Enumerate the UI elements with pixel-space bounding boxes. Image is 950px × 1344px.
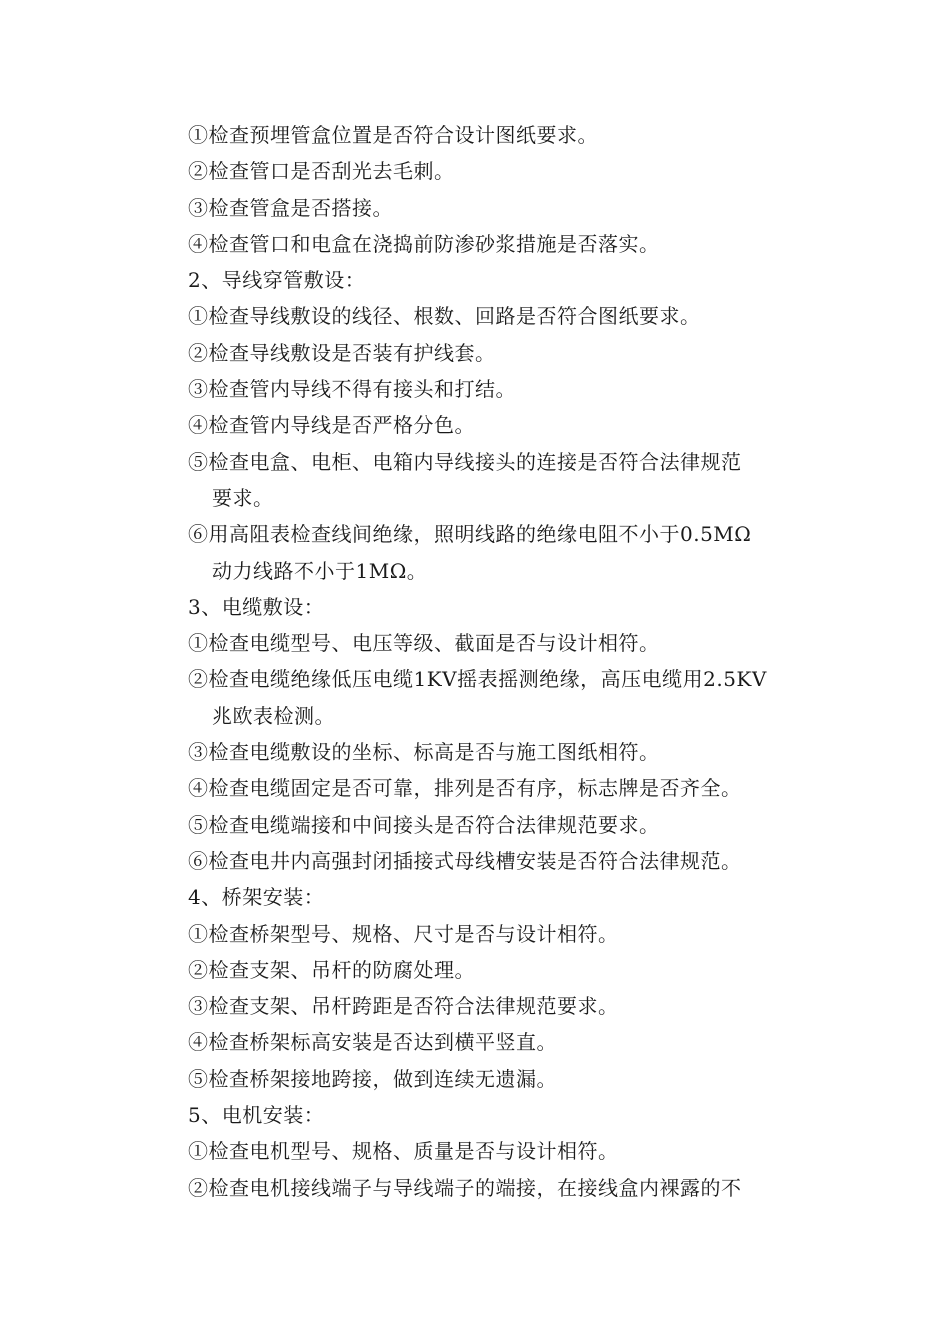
text-line: 3、电缆敷设： (188, 594, 325, 619)
text-line-continuation: 兆欧表检测。 (212, 703, 335, 728)
text-line: ⑤检查电盒、电柜、电箱内导线接头的连接是否符合法律规范 (188, 449, 742, 474)
document-body (188, 117, 828, 1206)
text-line: ①检查桥架型号、规格、尺寸是否与设计相符。 (188, 921, 619, 946)
text-line: ③检查支架、吊杆跨距是否符合法律规范要求。 (188, 994, 619, 1019)
text-line: ①检查电缆型号、电压等级、截面是否与设计相符。 (188, 631, 660, 656)
text-line: ②检查电机接线端子与导线端子的端接，在接线盒内裸露的不 (188, 1175, 742, 1200)
text-line: ④检查管口和电盒在浇捣前防渗砂浆措施是否落实。 (188, 231, 660, 256)
text-line: ③检查电缆敷设的坐标、标高是否与施工图纸相符。 (188, 740, 660, 765)
text-line: ③检查管内导线不得有接头和打结。 (188, 377, 516, 402)
text-line-continuation: 要求。 (212, 485, 274, 510)
text-line: 5、电机安装： (188, 1103, 325, 1128)
text-line: ②检查电缆绝缘低压电缆1KV摇表摇测绝缘，高压电缆用2.5KV (188, 667, 767, 692)
text-line: ⑥检查电井内高强封闭插接式母线槽安装是否符合法律规范。 (188, 848, 742, 873)
text-line: ①检查导线敷设的线径、根数、回路是否符合图纸要求。 (188, 304, 701, 329)
text-line: 4、桥架安装： (188, 885, 325, 910)
text-line: ⑥用高阻表检查线间绝缘，照明线路的绝缘电阻不小于0.5MΩ (188, 522, 752, 547)
text-line: ④检查桥架标高安装是否达到横平竖直。 (188, 1030, 557, 1055)
text-line: ④检查电缆固定是否可靠，排列是否有序，标志牌是否齐全。 (188, 776, 742, 801)
text-line: ⑤检查电缆端接和中间接头是否符合法律规范要求。 (188, 812, 660, 837)
text-line: 2、导线穿管敷设： (188, 268, 366, 293)
text-line: ②检查管口是否刮光去毛刺。 (188, 159, 455, 184)
text-line: ⑤检查桥架接地跨接，做到连续无遗漏。 (188, 1066, 557, 1091)
text-line-continuation: 动力线路不小于1MΩ。 (212, 558, 428, 583)
text-line: ②检查导线敷设是否装有护线套。 (188, 340, 496, 365)
text-line: ①检查电机型号、规格、质量是否与设计相符。 (188, 1139, 619, 1164)
text-line: ④检查管内导线是否严格分色。 (188, 413, 475, 438)
text-line: ②检查支架、吊杆的防腐处理。 (188, 957, 475, 982)
text-line: ①检查预埋管盒位置是否符合设计图纸要求。 (188, 123, 598, 147)
text-line: ③检查管盒是否搭接。 (188, 195, 393, 220)
